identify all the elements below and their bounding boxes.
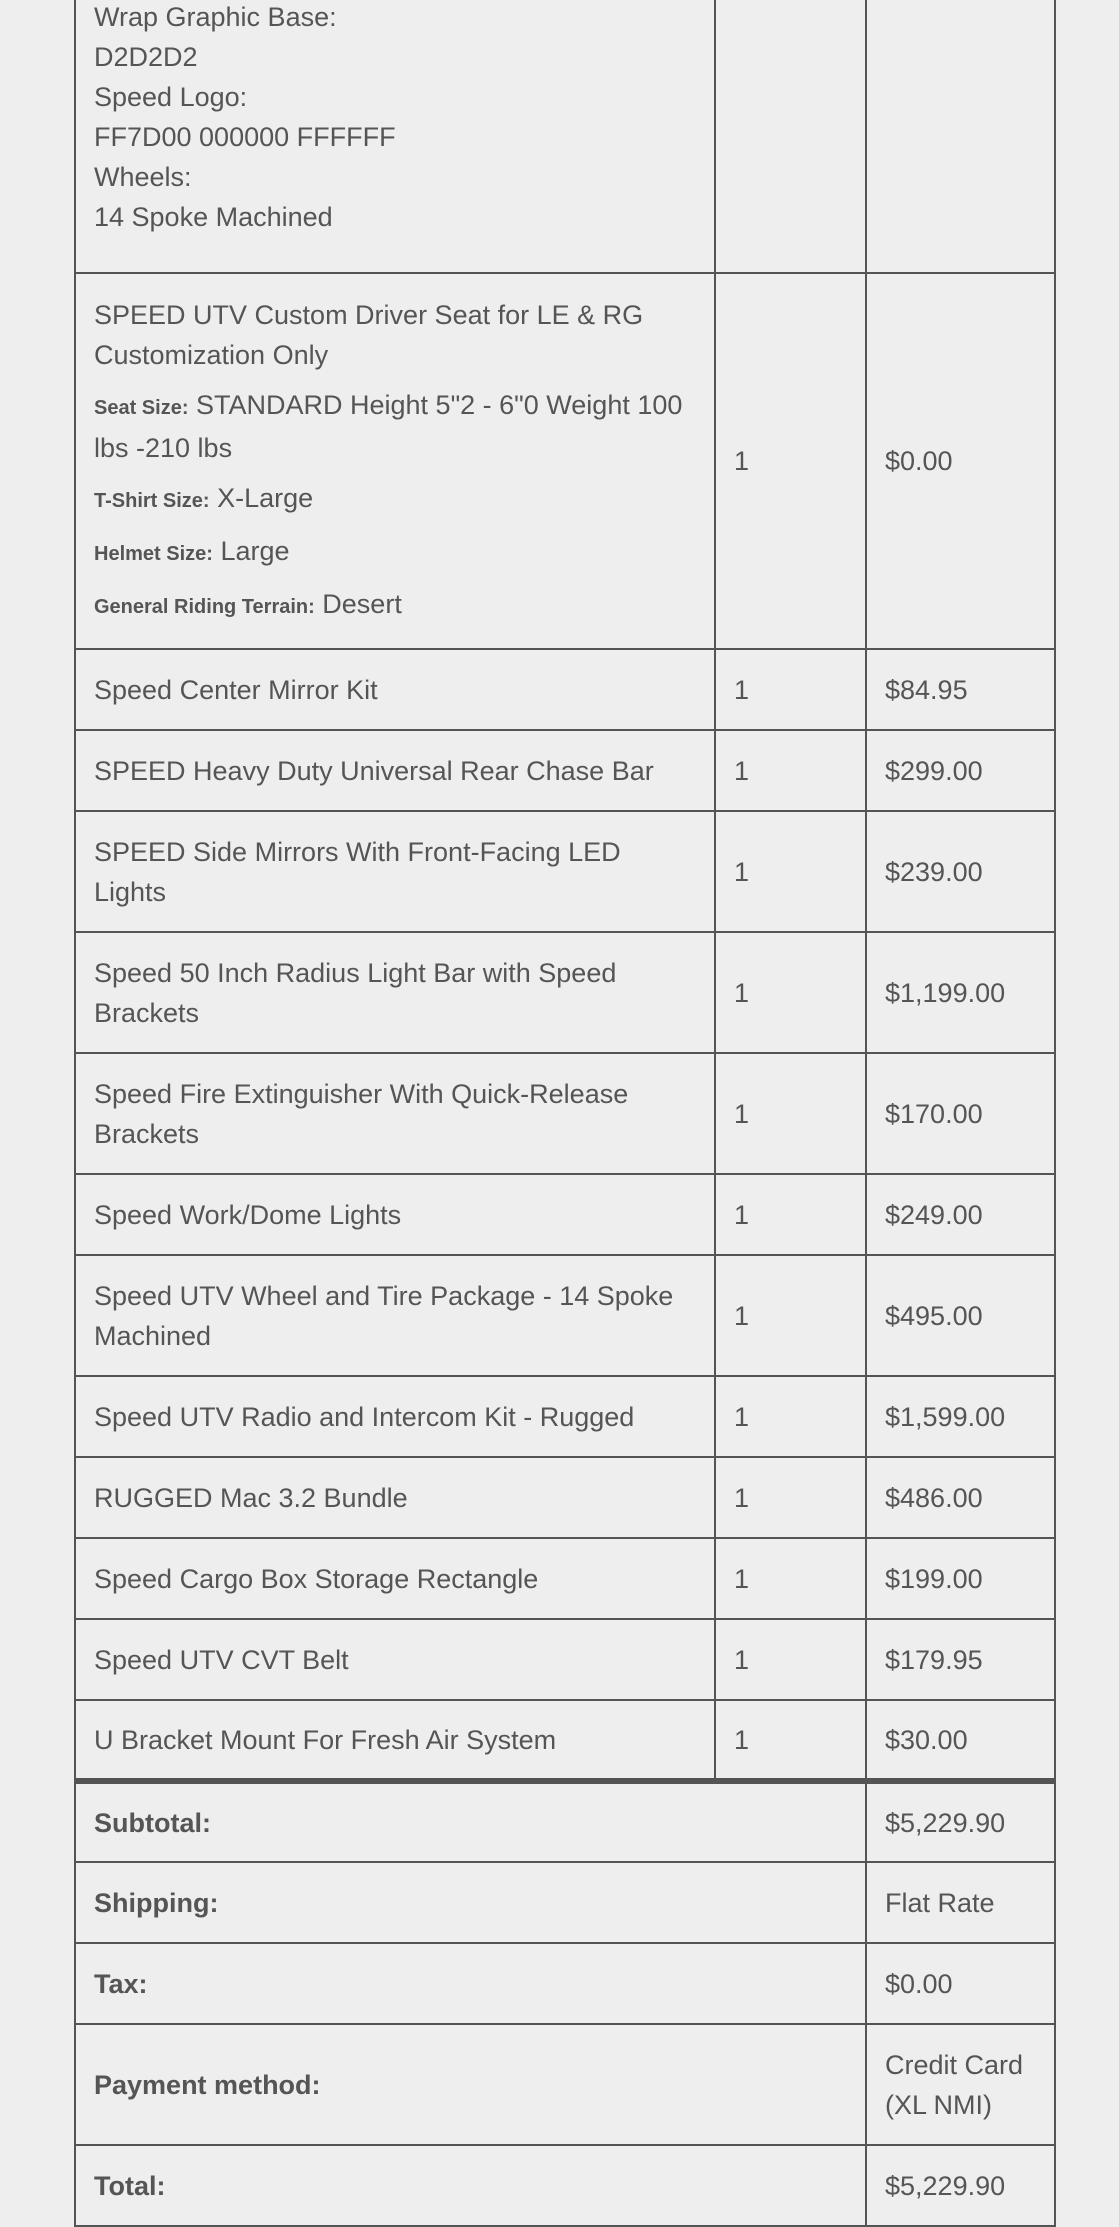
product-name: SPEED Side Mirrors With Front-Facing LED Lights [75, 811, 715, 932]
price-cell: $0.00 [866, 273, 1055, 649]
total-label: Total: [75, 2145, 866, 2226]
meta-value: Large [220, 536, 290, 566]
meta-label: Wrap Graphic Base: [94, 2, 337, 32]
subtotal-value: $5,229.90 [866, 1781, 1055, 1862]
meta-value: Desert [322, 589, 402, 619]
tax-row [75, 1943, 1055, 2024]
subtotal-label: Subtotal: [75, 1781, 866, 1862]
price-cell: $1,599.00 [866, 1376, 1055, 1457]
table-row [75, 1174, 1055, 1255]
product-cell [75, 273, 715, 649]
product-name: Speed UTV CVT Belt [75, 1619, 715, 1700]
quantity-cell: 1 [715, 273, 866, 649]
table-row [75, 932, 1055, 1053]
price-cell: $170.00 [866, 1053, 1055, 1174]
table-row [75, 649, 1055, 730]
quantity-cell: 1 [715, 1619, 866, 1700]
table-row [75, 1538, 1055, 1619]
price-cell [866, 0, 1055, 273]
quantity-cell: 1 [715, 1457, 866, 1538]
quantity-cell: 1 [715, 1700, 866, 1781]
price-cell: $486.00 [866, 1457, 1055, 1538]
product-name: Speed Fire Extinguisher With Quick-Release Brackets [75, 1053, 715, 1174]
price-cell: $495.00 [866, 1255, 1055, 1376]
quantity-cell: 1 [715, 932, 866, 1053]
product-name: Speed Work/Dome Lights [75, 1174, 715, 1255]
price-cell: $299.00 [866, 730, 1055, 811]
quantity-cell: 1 [715, 1053, 866, 1174]
table-row [75, 0, 1055, 273]
quantity-cell: 1 [715, 1255, 866, 1376]
product-name: RUGGED Mac 3.2 Bundle [75, 1457, 715, 1538]
price-cell: $199.00 [866, 1538, 1055, 1619]
payment-method-row [75, 2024, 1055, 2145]
item-meta-tshirt-size [94, 478, 696, 521]
product-name: SPEED Heavy Duty Universal Rear Chase Bar [75, 730, 715, 811]
table-row [75, 1053, 1055, 1174]
quantity-cell: 1 [715, 649, 866, 730]
meta-key: T-Shirt Size: [94, 490, 210, 512]
table-row [75, 730, 1055, 811]
product-cell [75, 0, 715, 273]
meta-label: Speed Logo: [94, 82, 248, 112]
table-row [75, 1376, 1055, 1457]
meta-value: 14 Spoke Machined [94, 202, 333, 232]
table-row [75, 811, 1055, 932]
meta-key: General Riding Terrain: [94, 596, 315, 618]
subtotal-row [75, 1781, 1055, 1862]
price-cell: $239.00 [866, 811, 1055, 932]
total-value: $5,229.90 [866, 2145, 1055, 2226]
quantity-cell: 1 [715, 1376, 866, 1457]
shipping-value: Flat Rate [866, 1862, 1055, 1943]
quantity-cell: 1 [715, 1174, 866, 1255]
table-row [75, 1457, 1055, 1538]
shipping-row [75, 1862, 1055, 1943]
table-row [75, 1619, 1055, 1700]
total-row [75, 2145, 1055, 2226]
product-name: U Bracket Mount For Fresh Air System [75, 1700, 715, 1781]
quantity-cell: 1 [715, 730, 866, 811]
shipping-label: Shipping: [75, 1862, 866, 1943]
meta-value: FF7D00 000000 FFFFFF [94, 122, 396, 152]
price-cell: $30.00 [866, 1700, 1055, 1781]
product-name: Speed 50 Inch Radius Light Bar with Speed Brackets [75, 932, 715, 1053]
tax-label: Tax: [75, 1943, 866, 2024]
product-name: Speed UTV Wheel and Tire Package - 14 Spoke Machined [75, 1255, 715, 1376]
tax-value: $0.00 [866, 1943, 1055, 2024]
payment-method-label: Payment method: [75, 2024, 866, 2145]
meta-value: X-Large [217, 483, 314, 513]
meta-key: Seat Size: [94, 397, 189, 419]
product-name: Speed Cargo Box Storage Rectangle [75, 1538, 715, 1619]
meta-value: STANDARD Height 5"2 - 6"0 Weight 100 lbs -210 lbs [94, 390, 683, 463]
item-meta-helmet-size [94, 531, 696, 574]
table-row [75, 1700, 1055, 1781]
order-table [74, 0, 1056, 2227]
table-row [75, 273, 1055, 649]
price-cell: $1,199.00 [866, 932, 1055, 1053]
payment-method-value: Credit Card (XL NMI) [866, 2024, 1055, 2145]
product-name: Speed UTV Radio and Intercom Kit - Rugged [75, 1376, 715, 1457]
quantity-cell: 1 [715, 1538, 866, 1619]
product-name: Speed Center Mirror Kit [75, 649, 715, 730]
price-cell: $179.95 [866, 1619, 1055, 1700]
meta-key: Helmet Size: [94, 543, 213, 565]
quantity-cell: 1 [715, 811, 866, 932]
price-cell: $249.00 [866, 1174, 1055, 1255]
item-meta-seat-size [94, 385, 696, 468]
product-name: SPEED UTV Custom Driver Seat for LE & RG Customization Only [94, 300, 644, 370]
meta-value: D2D2D2 [94, 42, 198, 72]
item-meta-riding-terrain [94, 584, 696, 627]
table-row [75, 1255, 1055, 1376]
quantity-cell [715, 0, 866, 273]
order-details [74, 0, 1054, 2227]
price-cell: $84.95 [866, 649, 1055, 730]
meta-label: Wheels: [94, 162, 192, 192]
